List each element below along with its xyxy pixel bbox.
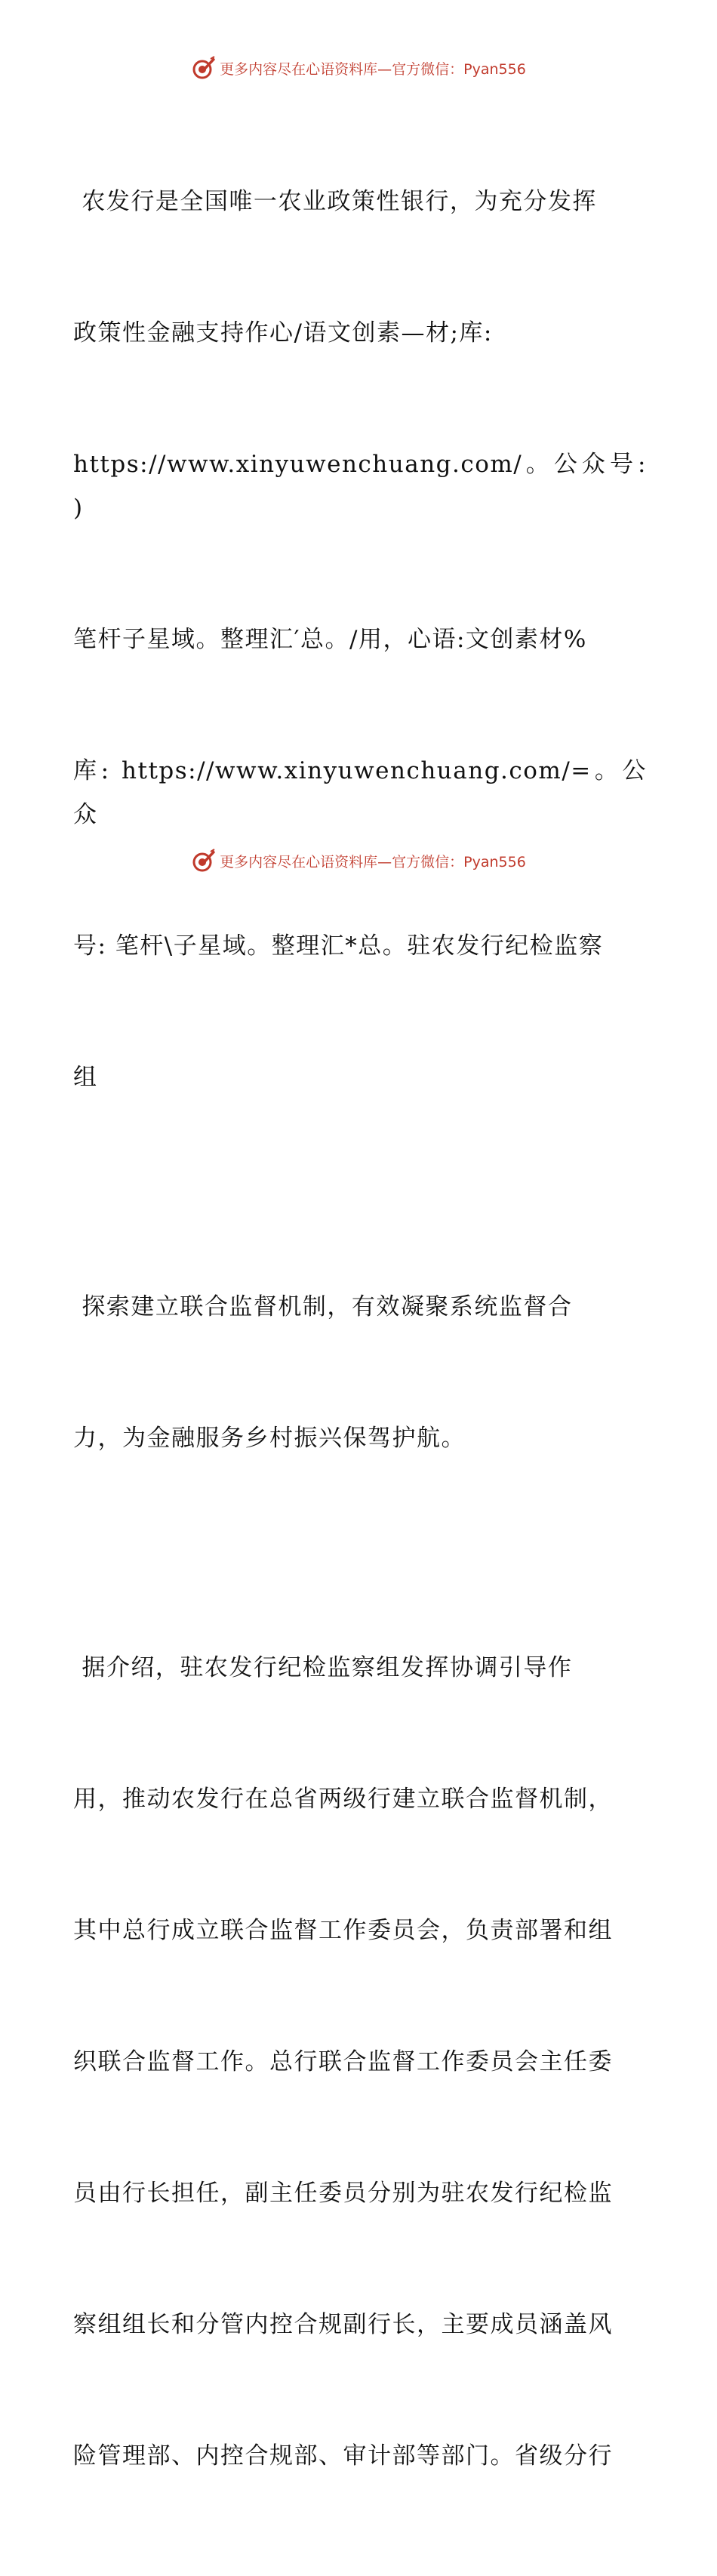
text-line: https://www.xinyuwenchuang.com/。公众号: ) bbox=[73, 451, 656, 522]
text-line: 库: https://www.xinyuwenchuang.com/=。公众 bbox=[73, 757, 647, 828]
quill-circle-logo-icon bbox=[191, 848, 217, 874]
text-line: 政策性金融支持作心/语文创素—材;库: bbox=[73, 319, 493, 347]
banner-text: 更多内容尽在心语资料库—官方微信：Pyan556 bbox=[220, 853, 526, 870]
paragraph-1 bbox=[73, 92, 656, 1187]
text-line: 组 bbox=[73, 1064, 98, 1091]
text-line: 其中总行成立联合监督工作委员会，负责部署和组 bbox=[73, 1917, 613, 1944]
paragraph-2 bbox=[73, 1197, 647, 1548]
text-line: 号: 笔杆\子星域。整理汇*总。驻农发行纪检监察 bbox=[73, 932, 604, 960]
text-line: 察组组长和分管内控合规副行长，主要成员涵盖风 bbox=[73, 2311, 613, 2338]
text-line: 员由行长担任，副主任委员分别为驻农发行纪检监 bbox=[73, 2180, 613, 2207]
text-line: 据介绍，驻农发行纪检监察组发挥协调引导作 bbox=[73, 1654, 573, 1681]
quill-circle-logo-icon bbox=[191, 55, 217, 81]
banner-text: 更多内容尽在心语资料库—官方微信：Pyan556 bbox=[220, 60, 526, 78]
header-banner bbox=[0, 53, 717, 83]
text-line: 笔杆子星域。整理汇′总。/用，心语:文创素材% bbox=[73, 626, 587, 653]
text-line: 用，推动农发行在总省两级行建立联合监督机制， bbox=[73, 1786, 613, 1813]
footer-banner bbox=[0, 846, 717, 876]
text-line: 探索建立联合监督机制，有效凝聚系统监督合 bbox=[73, 1293, 573, 1320]
text-line: 农发行是全国唯一农业政策性银行，为充分发挥 bbox=[73, 188, 597, 215]
paragraph-3 bbox=[73, 1558, 647, 2565]
document-body bbox=[73, 92, 656, 2576]
text-line: 织联合监督工作。总行联合监督工作委员会主任委 bbox=[73, 2048, 613, 2075]
text-line: 险管理部、内控合规部、审计部等部门。省级分行 bbox=[73, 2442, 613, 2470]
text-line: 力，为金融服务乡村振兴保驾护航。 bbox=[73, 1425, 466, 1452]
